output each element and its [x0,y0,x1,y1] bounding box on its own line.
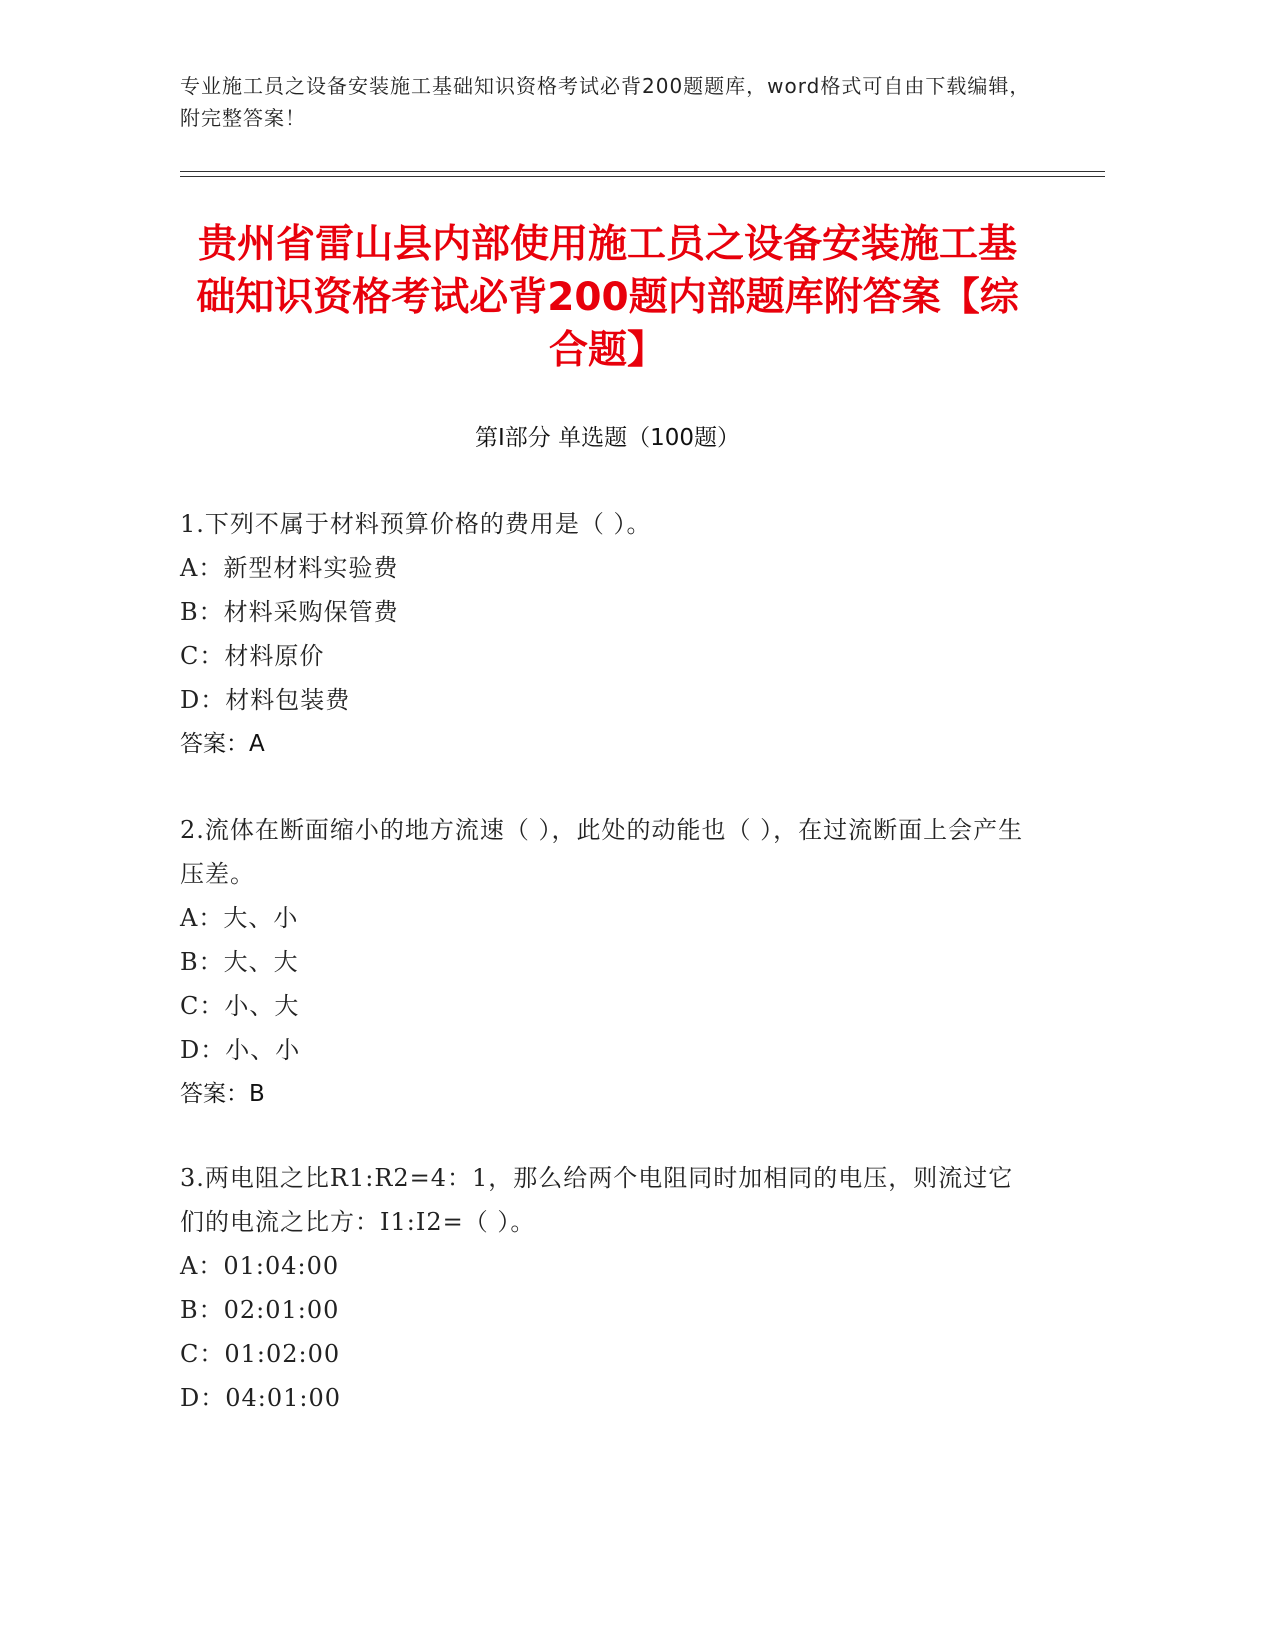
option-b: B：大、大 [180,948,299,976]
question-stem: 2.流体在断面缩小的地方流速（ ），此处的动能也（ ），在过流断面上会产生压差。 [180,816,1024,888]
question-3 [180,1156,1035,1420]
answer: 答案：B [180,1081,265,1107]
option-c: C：01:02:00 [180,1340,341,1368]
question-2 [180,808,1035,1116]
document-title: 贵州省雷山县内部使用施工员之设备安装施工基础知识资格考试必背200题内部题库附答案【综合题】 [196,222,1019,373]
option-d: D：小、小 [180,1036,301,1064]
section-heading: 第I部分 单选题（100题） [475,425,740,451]
header-divider-thin [180,176,1105,177]
question-stem: 1.下列不属于材料预算价格的费用是（ ）。 [180,510,652,538]
document-header-note: 专业施工员之设备安装施工基础知识资格考试必背200题题库，word格式可自由下载编辑，附完整答案！ [180,74,1031,130]
option-d: D：材料包装费 [180,686,351,714]
option-c: C：材料原价 [180,642,325,670]
header-divider-thick [180,171,1105,172]
option-b: B：02:01:00 [180,1296,340,1324]
option-c: C：小、大 [180,992,300,1020]
option-b: B：材料采购保管费 [180,598,399,626]
option-a: A：大、小 [180,904,299,932]
option-d: D：04:01:00 [180,1384,342,1412]
question-1 [180,502,1035,766]
question-stem: 3.两电阻之比R1:R2=4：1，那么给两个电阻同时加相同的电压，则流过它们的电流之比方：I1:I2=（ ）。 [180,1164,1014,1236]
option-a: A：新型材料实验费 [180,554,399,582]
option-a: A：01:04:00 [180,1252,340,1280]
answer: 答案：A [180,731,265,757]
